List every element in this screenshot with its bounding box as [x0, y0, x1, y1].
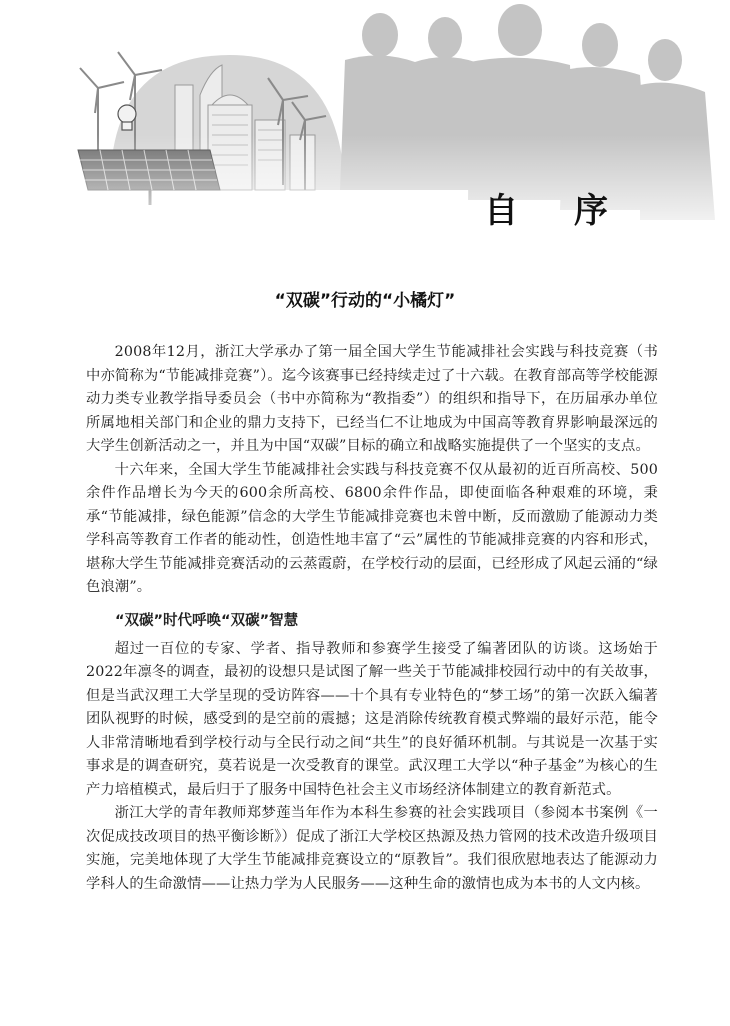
- chapter-title: 自 序: [484, 191, 630, 231]
- paragraph: 浙江大学的青年教师郑梦莲当年作为本科生参赛的社会实践项目（参阅本书案例《一次促成技改项目的热平衡诊断》）促成了浙江大学校区热源及热力管网的技术改造升级项目实施，完美地体现了大学生节能减排竞赛设立的“原教旨”。我们很欣慰地表达了能源动力学科人的生命激情——让热力学为人民服务——这种生命的激情也成为本书的人文内核。: [86, 805, 658, 892]
- paragraph: 十六年来，全国大学生节能减排社会实践与科技竞赛不仅从最初的近百所高校、500余件作品增长为今天的600余所高校、6800余件作品，即使面临各种艰难的环境，秉承“节能减排，绿色能源”信念的大学生节能减排竞赛也未曾中断，反而激励了能源动力类学科高等教育工作者的能动性，创造性地丰富了“云”属性的节能减排竞赛的内容和形式，堪称大学生节能减排竞赛活动的云蒸霞蔚，在学校行动的层面，已经形成了风起云涌的“绿色浪潮”。: [86, 461, 658, 595]
- paragraph: 超过一百位的专家、学者、指导教师和参赛学生接受了编著团队的访谈。这场始于2022年凛冬的调查，最初的设想只是试图了解一些关于节能减排校园行动中的有关故事，但是当武汉理工大学呈现的受访阵容——十个具有专业特色的“梦工场”的第一次跃入编著团队视野的时候，感受到的是空前的震撼；这是消除传统教育模式弊端的最好示范，能令人非常清晰地看到学校行动与全民行动之间“共生”的良好循环机制。与其说是一次基于实事求是的调查研究，莫若说是一次受教育的课堂。武汉理工大学以“种子基金”为核心的生产力培植模式，最后归于了服务中国特色社会主义市场经济体制建立的教育新范式。: [86, 640, 658, 798]
- subheading: “双碳”时代呼唤“双碳”智慧: [115, 612, 299, 629]
- article-body: [86, 341, 658, 896]
- header-banner: [0, 0, 730, 245]
- paragraph: 2008年12月，浙江大学承办了第一届全国大学生节能减排社会实践与科技竞赛（书中亦简称为“节能减排竞赛”）。迄今该赛事已经持续走过了十六载。在教育部高等学校能源动力类专业教学指导委员会（书中亦简称为“教指委”）的组织和指导下，在历届承办单位所属地相关部门和企业的鼎力支持下，已经当仁不让地成为中国高等教育界影响最深远的大学生创新活动之一，并且为中国“双碳”目标的确立和战略实施提供了一个坚实的支点。: [86, 344, 658, 454]
- section-title: “双碳”行动的“小橘灯”: [274, 291, 456, 311]
